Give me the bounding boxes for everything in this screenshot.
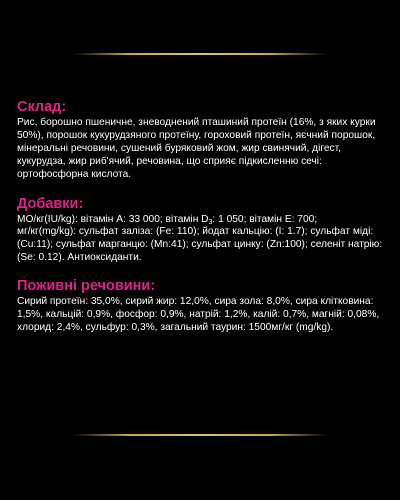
- additives-mg-line: мг/кг(mg/kg): сульфат заліза: (Fe: 110); йодат кальцію: (I: 1.7); сульфат міді: (Cu:11); сульфат марганцю: (Mn:41); сульфат цинку: (Zn:100); селеніт натрію: (Se: 0.12). Антиоксиданти.: [17, 226, 383, 264]
- composition-section: [17, 98, 387, 182]
- product-info-panel: [17, 98, 387, 335]
- nutrients-text: Сирий протеїн: 35,0%, сирий жир: 12,0%, сира зола: 8,0%, сира клітковина: 1,5%, кальцій: 0,9%, фосфор: 0,9%, натрій: 1,2%, калій: 0,7%, магній: 0,08%, хлорид: 2,4%, сульфур: 0,3%, загальний таурин: 1500мг/кг (mg/kg).: [17, 296, 380, 333]
- bottom-gold-divider: [72, 434, 328, 436]
- additives-section: [17, 195, 387, 266]
- composition-text: Рис, борошно пшеничне, зневоднений пташиний протеїн (16%, з яких курки 50%), порошок кукурудзяного протеїну, гороховий протеїн, яєчний порошок, мінеральні речовини, сушений буряковий жом, жир свинячий, дігест, кукурудза, жир риб'ячий, речовина, що сприяє підкисленню сечі: ортофосфорна кислота.: [17, 117, 376, 180]
- top-gold-divider: [72, 53, 328, 55]
- nutrients-heading: Поживні речовини:: [17, 278, 156, 295]
- additives-iu-line: [17, 214, 387, 227]
- composition-heading: Склад:: [17, 99, 67, 115]
- additives-iu-text-rest: : 1 050; вітамін Е: 700;: [212, 213, 318, 225]
- vitamin-d-subscript: 3: [208, 218, 213, 226]
- additives-heading: Добавки:: [17, 195, 84, 212]
- additives-iu-text: МО/кг(IU/kg): вітамін А: 33 000; вітамін D: [17, 213, 209, 225]
- nutrients-section: [17, 277, 387, 335]
